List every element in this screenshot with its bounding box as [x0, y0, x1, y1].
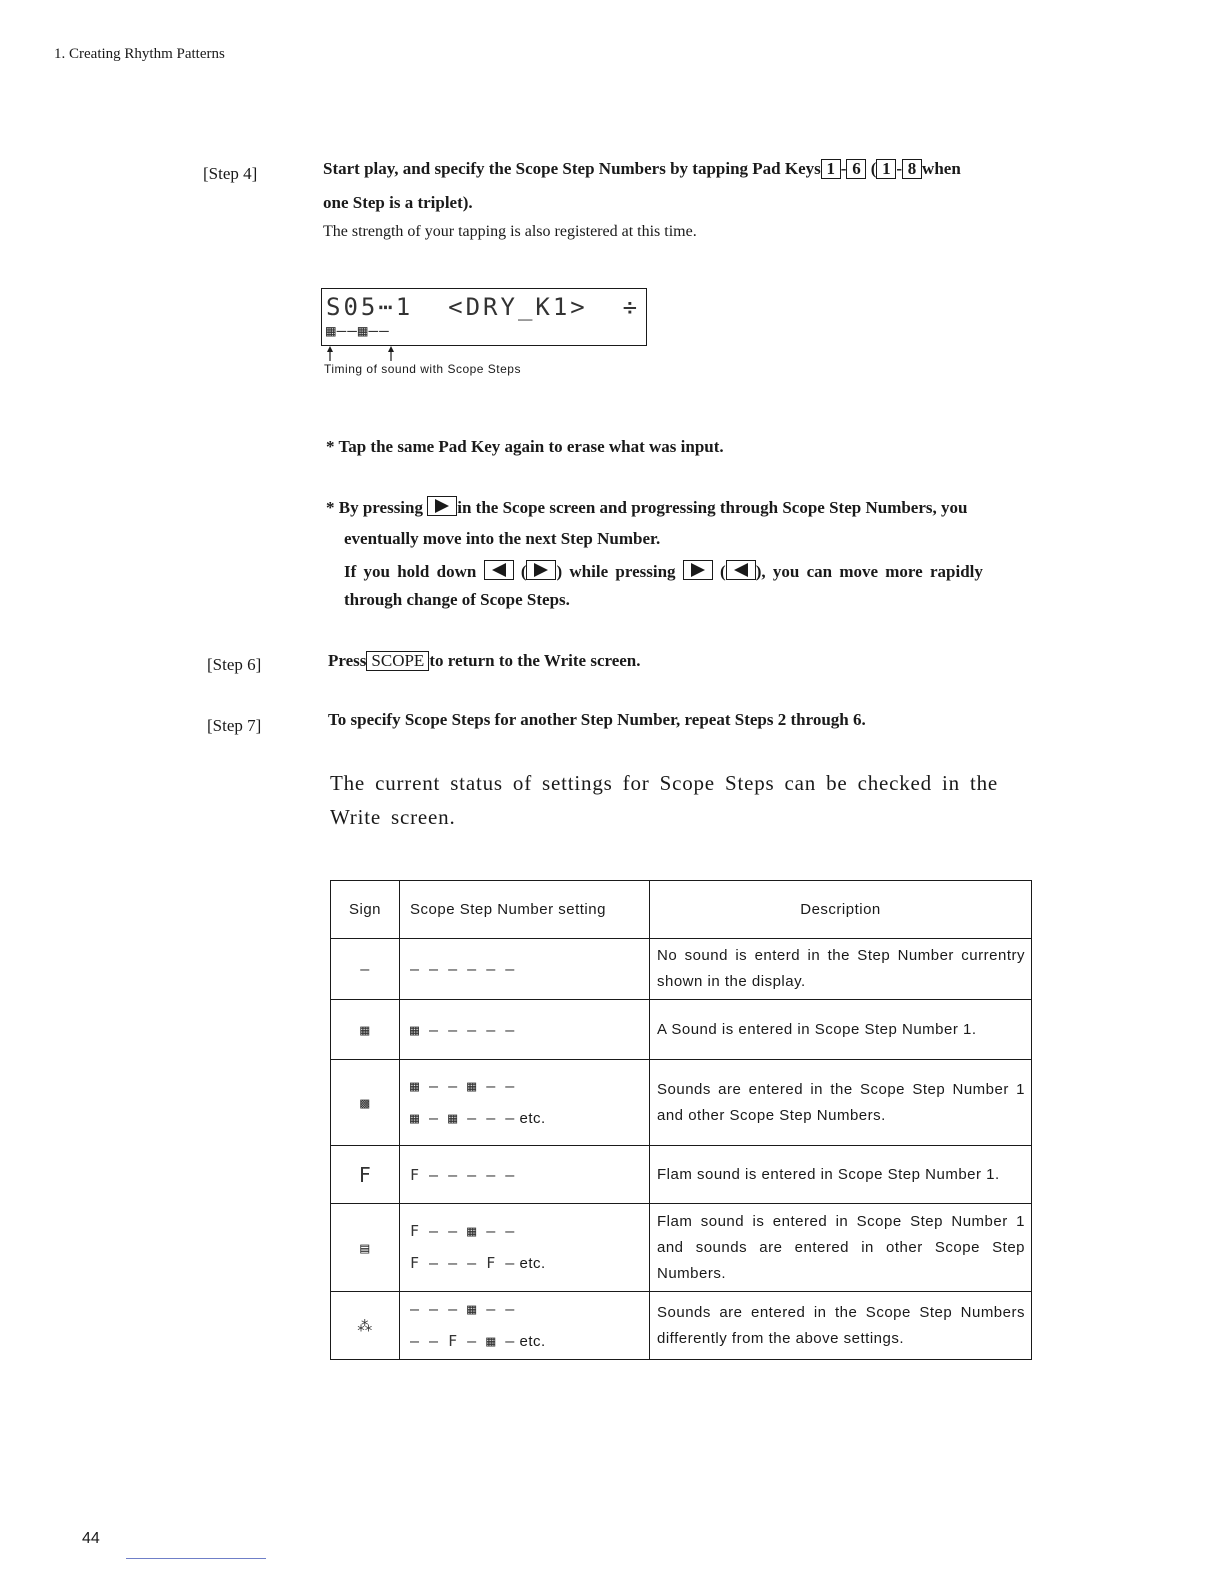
note-progress-line4: through change of Scope Steps. — [344, 590, 570, 609]
table-row — [331, 1146, 1032, 1204]
note2-text-c: If you hold down — [344, 562, 477, 581]
pad-key-8: 8 — [902, 159, 922, 179]
note2-text-e: ), you can move more rapidly — [755, 562, 983, 581]
table-row — [331, 1292, 1032, 1360]
step6-text — [328, 651, 641, 671]
setting-cell — [400, 1292, 650, 1360]
sign-cell: ▩ — [331, 1060, 400, 1146]
note2-text-a: By pressing — [338, 498, 423, 517]
setting-line: F — — ▦ — — — [410, 1222, 515, 1240]
step4-note: The strength of your tapping is also registered at this time. — [323, 223, 697, 240]
bullet: * — [326, 437, 335, 456]
description-cell: Flam sound is entered in Scope Step Number 1 and sounds are entered in other Scope Step Numbers. — [650, 1204, 1032, 1292]
step4-text-b: when — [922, 159, 961, 178]
table-row — [331, 1000, 1032, 1060]
setting-cell — [400, 1204, 650, 1292]
etc-label: etc. — [519, 1333, 546, 1350]
note-progress-line1 — [326, 496, 967, 518]
setting-line — [410, 1247, 648, 1280]
sign-cell: ⁂ — [331, 1292, 400, 1360]
scope-key: SCOPE — [366, 651, 429, 671]
table-header-row — [331, 881, 1032, 939]
sign-table — [330, 880, 1032, 1360]
setting-pattern: ▦ — ▦ — — — — [410, 1109, 515, 1127]
status-paragraph: The current status of settings for Scope Steps can be checked in the Write screen. — [330, 771, 999, 829]
setting-pattern: F — — — F — — [410, 1254, 515, 1272]
back-key-icon — [726, 560, 756, 580]
table-row — [331, 939, 1032, 1000]
step4-line2: one Step is a triplet). — [323, 193, 473, 212]
etc-label: etc. — [519, 1110, 546, 1127]
dash-b: - — [896, 159, 903, 178]
step4-label: [Step 4] — [203, 164, 258, 183]
back-key-icon — [484, 560, 514, 580]
setting-cell — [400, 1060, 650, 1146]
description-cell: A Sound is entered in Scope Step Number 1. — [650, 1000, 1032, 1060]
table-row — [331, 1204, 1032, 1292]
note2-text-b: in the Scope screen and progressing through Scope Step Numbers, you — [457, 498, 968, 517]
lcd-line-2: ▦——▦—— — [326, 321, 390, 340]
paren-open: ( — [870, 159, 877, 178]
description-cell: No sound is enterd in the Step Number currentry shown in the display. — [650, 939, 1032, 1000]
step4-line1 — [323, 159, 961, 179]
dash: - — [840, 159, 847, 178]
table-row — [331, 1060, 1032, 1146]
description-cell: Flam sound is entered in Scope Step Number 1. — [650, 1146, 1032, 1204]
note2-text-d: while pressing — [569, 562, 676, 581]
step6-label: [Step 6] — [207, 655, 262, 674]
forward-key-icon — [427, 496, 457, 516]
pad-key-6: 6 — [846, 159, 866, 179]
note-progress-line3: If you hold down ( ) while pressing ( ), you can move more rapidly — [344, 562, 983, 581]
header-description: Description — [650, 881, 1032, 939]
description-cell: Sounds are entered in the Scope Step Number 1 and other Scope Step Numbers. — [650, 1060, 1032, 1146]
setting-cell: F — — — — — — [400, 1146, 650, 1204]
step4-text-a: Start play, and specify the Scope Step Numbers by tapping Pad Keys — [323, 159, 821, 178]
sign-cell: F — [331, 1146, 400, 1204]
sign-cell: ▦ — [331, 1000, 400, 1060]
setting-line: — — — ▦ — — — [410, 1300, 515, 1318]
setting-pattern: — — F — ▦ — — [410, 1332, 515, 1350]
header-setting: Scope Step Number setting — [400, 881, 650, 939]
pad-key-1b: 1 — [876, 159, 896, 179]
etc-label: etc. — [519, 1255, 546, 1272]
timing-arrows-icon — [326, 346, 406, 362]
step7-text: To specify Scope Steps for another Step Number, repeat Steps 2 through 6. — [328, 710, 866, 729]
step7-label: [Step 7] — [207, 716, 262, 735]
setting-cell: — — — — — — — [400, 939, 650, 1000]
setting-line: ▦ — — ▦ — — — [410, 1077, 515, 1095]
setting-line — [410, 1102, 648, 1135]
lcd-caption: Timing of sound with Scope Steps — [324, 362, 521, 376]
lcd-line-1: S05⋯1 <DRY_K1> ÷ — [326, 293, 641, 321]
forward-key-icon — [526, 560, 556, 580]
forward-key-icon — [683, 560, 713, 580]
sign-cell: — — [331, 939, 400, 1000]
note-erase — [326, 437, 724, 457]
description-cell: Sounds are entered in the Scope Step Numbers differently from the above settings. — [650, 1292, 1032, 1360]
note-progress-line2: eventually move into the next Step Number. — [344, 529, 661, 548]
note-erase-text: Tap the same Pad Key again to erase what was input. — [338, 437, 724, 456]
setting-line — [410, 1325, 648, 1358]
section-header: 1. Creating Rhythm Patterns — [54, 46, 225, 62]
setting-cell: ▦ — — — — — — [400, 1000, 650, 1060]
pad-key-1: 1 — [821, 159, 841, 179]
step6-press: Press — [328, 651, 367, 670]
lcd-display — [321, 288, 647, 346]
step6-rest: to return to the Write screen. — [429, 651, 641, 670]
sign-cell: ▤ — [331, 1204, 400, 1292]
bullet: * — [326, 498, 335, 517]
page-number: 44 — [82, 1530, 100, 1547]
footer-rule — [126, 1558, 266, 1559]
header-sign: Sign — [331, 881, 400, 939]
